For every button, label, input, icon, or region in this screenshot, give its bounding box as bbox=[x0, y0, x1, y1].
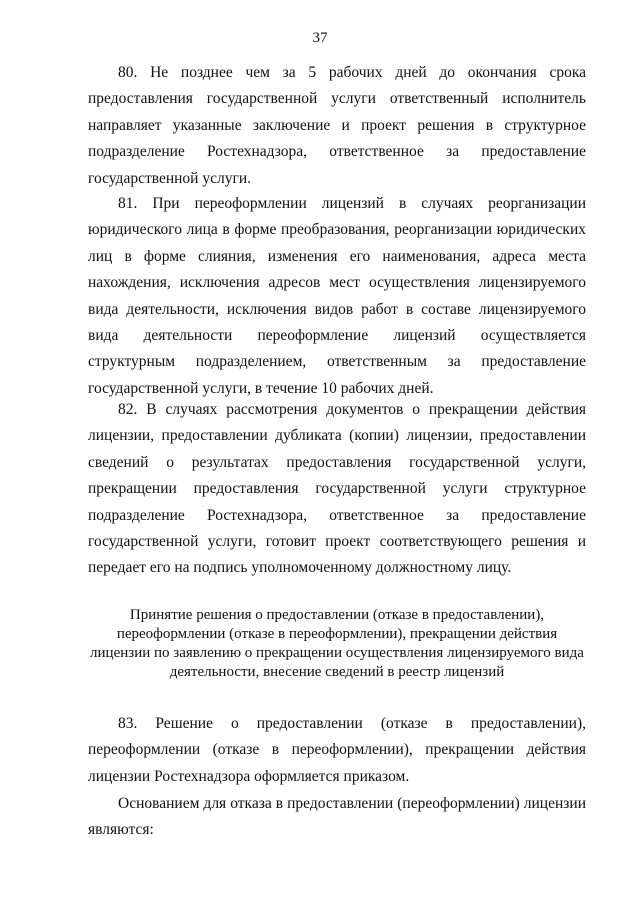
paragraph-refusal-basis: Основанием для отказа в предоставлении (переоформлении) лицензии являются: bbox=[88, 795, 586, 839]
page-number: 37 bbox=[312, 30, 328, 46]
paragraph-81: 81. При переоформлении лицензий в случаях реорганизации юридического лица в форме преобразования, реорганизации юридических лиц в форме слияния, изменения его наименования, адреса места нахождения, исключения адресов мест осуществления лицензируемого вида деятельности, исключения видов работ в составе лицензируемого вида деятельности переоформление лицензий осуществляется структурным подразделением, ответственным за предоставление государственной услуги, в течение 10 рабочих дней. bbox=[88, 195, 586, 397]
paragraph-80: 80. Не позднее чем за 5 рабочих дней до окончания срока предоставления государственной услуги ответственный исполнитель направляет указанные заключение и проект решения в структурное подразделение Ростехнадзора, ответственное за предоставление государственной услуги. bbox=[88, 64, 586, 187]
paragraph-82: 82. В случаях рассмотрения документов о прекращении действия лицензии, предоставлении дубликата (копии) лицензии, предоставлении сведений о результатах предоставления государственной услуги, прекращении предоставления государственной услуги структурное подразделение Ростехнадзора, ответственное за предоставление государственной услуги, готовит проект соответствующего решения и передает его на подпись уполномоченному должностному лицу. bbox=[88, 401, 586, 577]
section-heading: Принятие решения о предоставлении (отказе в предоставлении), переоформлении (отказе в переоформлении), прекращении действия лицензии по заявлению о прекращении осуществления лицензируемого вида деятельности, внесение сведений в реестр лицензий bbox=[90, 607, 584, 680]
paragraph-83: 83. Решение о предоставлении (отказе в предоставлении), переоформлении (отказе в переоформлении), прекращении действия лицензии Ростехнадзора оформляется приказом. bbox=[88, 715, 586, 785]
